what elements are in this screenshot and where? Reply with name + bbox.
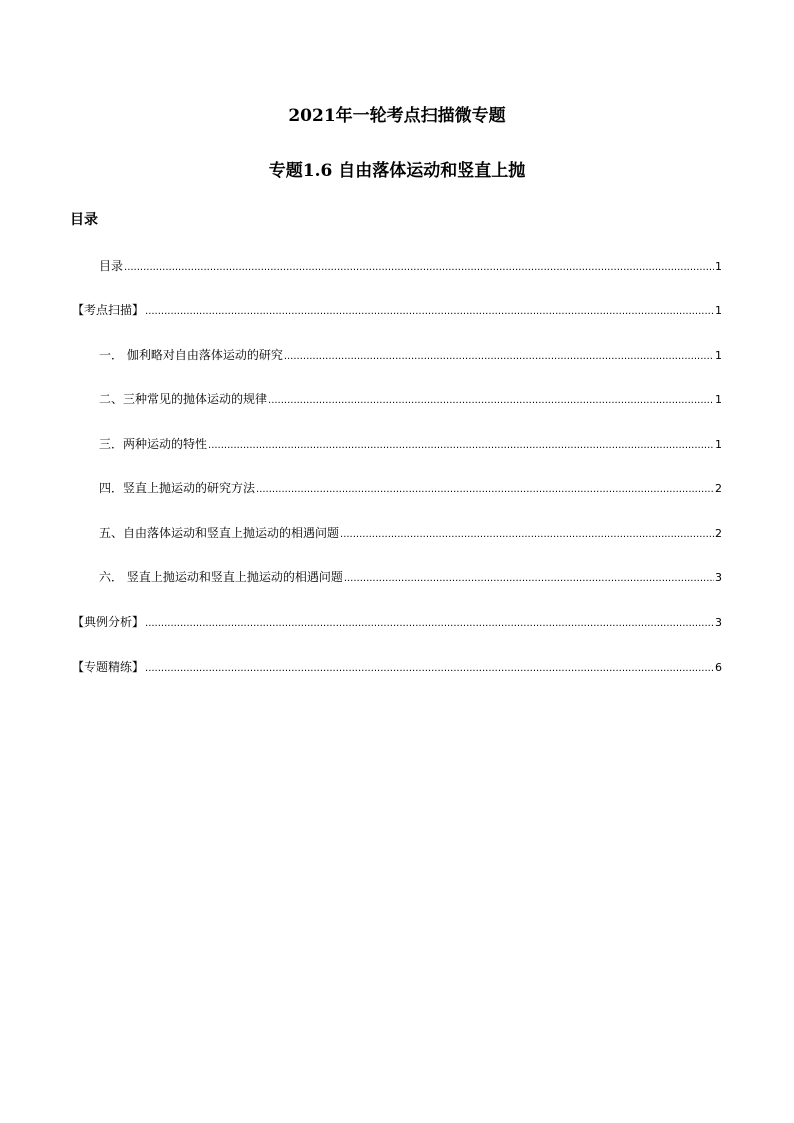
toc-entry-page: 2 (715, 527, 722, 540)
toc-entry-label: 四．竖直上抛运动的研究方法 (99, 481, 256, 495)
toc-dot-leader (145, 661, 714, 677)
toc-entry-section-1[interactable] (99, 347, 722, 363)
toc-entry-page: 6 (715, 661, 722, 674)
toc-entry-section-6[interactable] (99, 569, 722, 585)
toc-entry-section-2[interactable] (99, 391, 722, 407)
toc-entry-page: 3 (715, 616, 722, 629)
toc-entry-page: 1 (715, 349, 722, 362)
toc-entry-label: 五、自由落体运动和竖直上抛运动的相遇问题 (99, 526, 340, 540)
toc-entry-contents[interactable] (99, 258, 722, 274)
toc-dot-leader (208, 438, 714, 454)
toc-entry-section-3[interactable] (99, 436, 722, 452)
toc-entry-page: 1 (715, 438, 722, 451)
toc-dot-leader (145, 616, 714, 632)
toc-entry-dianli-fenxi[interactable] (72, 614, 722, 630)
toc-entry-label: 目录 (99, 259, 124, 273)
toc-entry-section-4[interactable] (99, 480, 722, 496)
toc-heading: 目录 (70, 212, 98, 228)
toc-dot-leader (344, 571, 714, 587)
toc-entry-page: 1 (715, 260, 722, 273)
toc-entry-label: 三．两种运动的特性 (99, 437, 208, 451)
toc-entry-label: 【典例分析】 (72, 615, 145, 629)
toc-entry-label: 二、三种常见的抛体运动的规律 (99, 392, 268, 406)
toc-entry-label: 一． 伽利略对自由落体运动的研究 (99, 348, 283, 362)
document-subtitle: 专题1.6 自由落体运动和竖直上抛 (268, 161, 526, 181)
toc-dot-leader (340, 527, 714, 543)
toc-dot-leader (284, 349, 714, 365)
toc-entry-page: 3 (715, 571, 722, 584)
toc-entry-label: 【专题精练】 (72, 660, 145, 674)
toc-entry-section-5[interactable] (99, 525, 722, 541)
toc-entry-kaodian-saomiao[interactable] (72, 302, 722, 318)
toc-entry-page: 2 (715, 482, 722, 495)
toc-dot-leader (124, 260, 714, 276)
toc-dot-leader (256, 482, 714, 498)
toc-entry-label: 六． 竖直上抛运动和竖直上抛运动的相遇问题 (99, 570, 343, 584)
toc-entry-zhuanti-jinglian[interactable] (72, 659, 722, 675)
toc-dot-leader (268, 393, 714, 409)
toc-entry-label: 【考点扫描】 (72, 303, 145, 317)
document-title: 2021年一轮考点扫描微专题 (288, 106, 506, 126)
toc-dot-leader (145, 304, 714, 320)
toc-entry-page: 1 (715, 393, 722, 406)
toc-entry-page: 1 (715, 304, 722, 317)
